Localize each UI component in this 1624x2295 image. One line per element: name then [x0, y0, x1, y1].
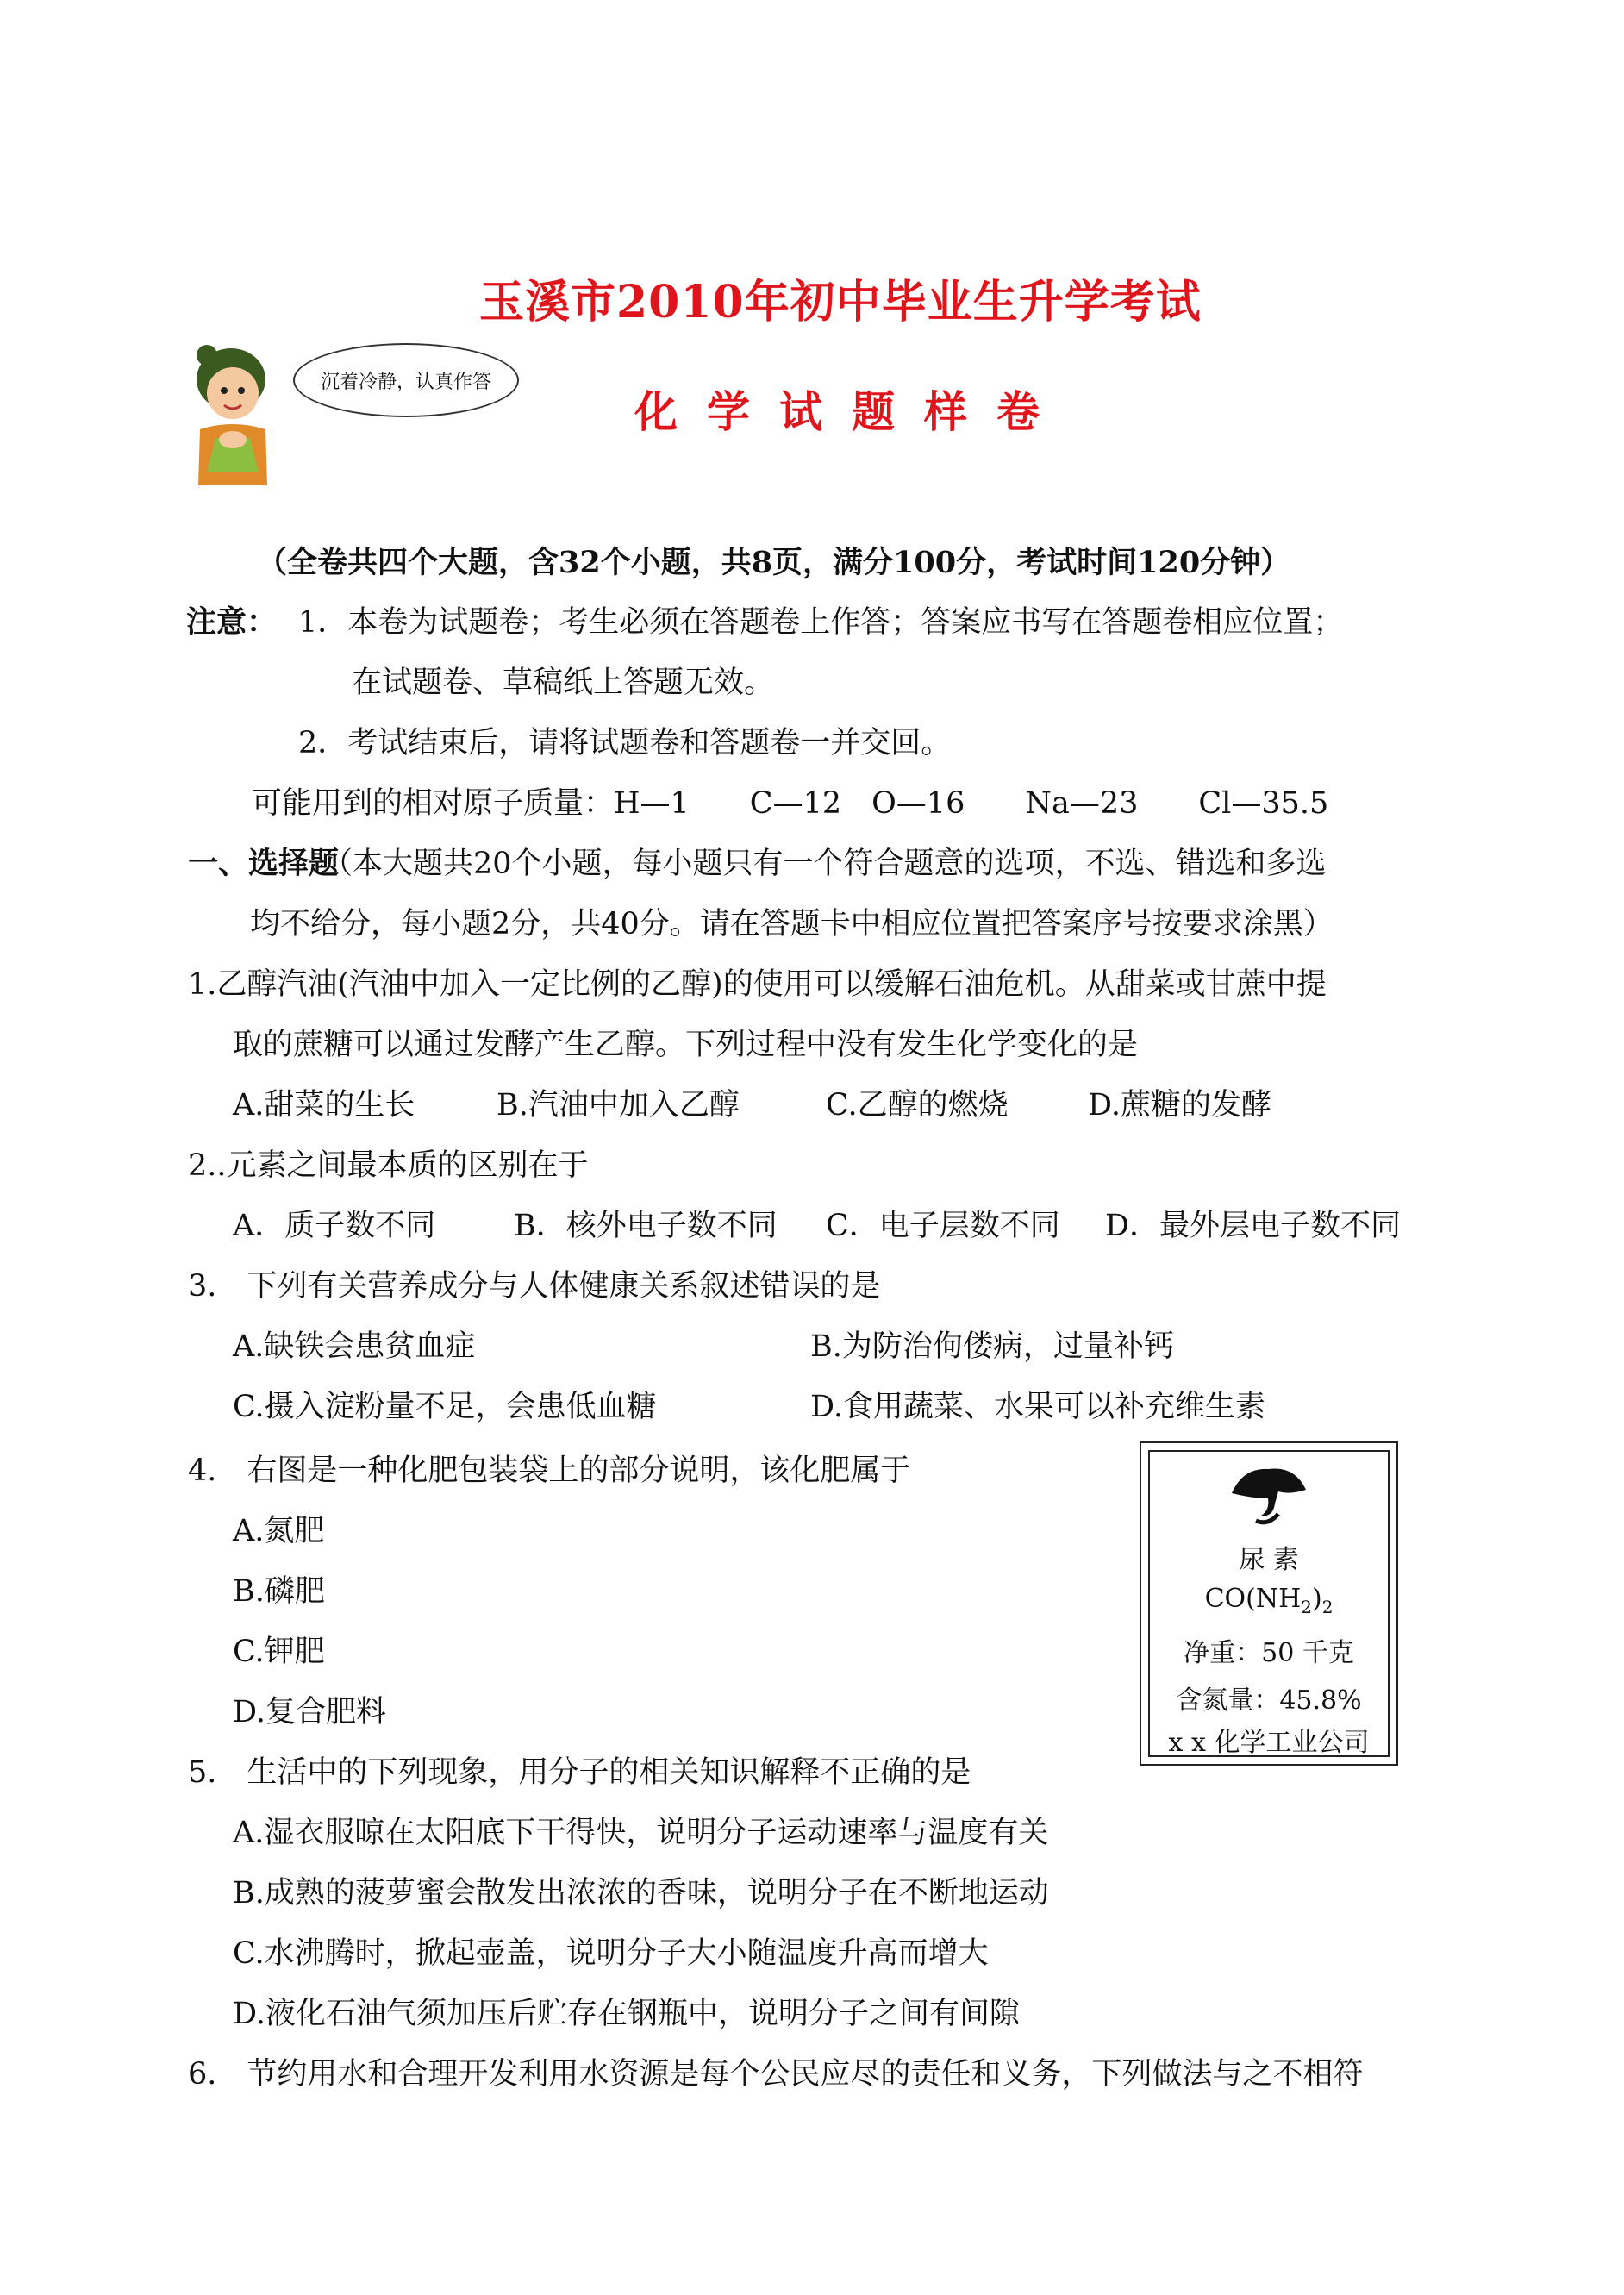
question-1-line-1: 1.乙醇汽油(汽油中加入一定比例的乙醇)的使用可以缓解石油危机。从甜菜或甘蔗中提: [188, 967, 1327, 1002]
section-1-desc-line-2: 均不给分，每小题2分，共40分。请在答题卡中相应位置把答案序号按要求涂黑）: [250, 907, 1334, 941]
urea-net-weight: 净重：50 千克: [1184, 1638, 1354, 1668]
question-5-option-d: D.液化石油气须加压后贮存在钢瓶中，说明分子之间有间隙: [233, 1997, 1020, 2031]
note-1-line-1: 1．本卷为试题卷；考生必须在答题卷上作答；答案应书写在答题卷相应位置；: [298, 605, 1344, 640]
question-3-option-a: A.缺铁会患贫血症: [233, 1329, 476, 1364]
exam-title: 玉溪市2010年初中毕业生升学考试: [479, 276, 1202, 328]
question-5-option-a: A.湿衣服晾在太阳底下干得快，说明分子运动速率与温度有关: [233, 1816, 1049, 1850]
urea-formula-main: CO(NH: [1204, 1584, 1302, 1614]
question-2-option-b: B．核外电子数不同: [514, 1209, 778, 1243]
section-1-desc-line-1: （本大题共20个小题，每小题只有一个符合题意的选项，不选、错选和多选: [322, 847, 1327, 881]
atomic-mass-list: 可能用到的相对原子质量：H—1 C—12 O—16 Na—23 Cl—35.5: [252, 786, 1329, 821]
urea-formula: [1150, 1584, 1388, 1617]
urea-name: 尿 素: [1239, 1545, 1299, 1575]
question-5: 5. 生活中的下列现象，用分子的相关知识解释不正确的是: [188, 1755, 971, 1790]
question-4-option-d: D.复合肥料: [233, 1695, 386, 1729]
question-2-option-d: D．最外层电子数不同: [1105, 1209, 1402, 1243]
question-2-option-c: C．电子层数不同: [826, 1209, 1060, 1243]
exam-summary: （全卷共四个大题，含32个小题，共8页，满分100分，考试时间120分钟）: [257, 545, 1291, 580]
question-5-option-c: C.水沸腾时，掀起壶盖，说明分子大小随温度升高而增大: [233, 1936, 989, 1971]
question-2-option-a: A．质子数不同: [233, 1209, 436, 1243]
exam-subtitle: 化学试题样卷: [634, 386, 1069, 437]
note-1-line-2: 在试题卷、草稿纸上答题无效。: [352, 666, 775, 700]
question-1-line-2: 取的蔗糖可以通过发酵产生乙醇。下列过程中没有发生化学变化的是: [233, 1028, 1139, 1062]
question-1-option-a: A.甜菜的生长: [233, 1088, 415, 1122]
urea-formula-sub-2: 2: [1321, 1597, 1334, 1617]
urea-label-inner-border: [1148, 1450, 1390, 1757]
note-label: 注意：: [186, 604, 278, 640]
question-3-option-d: D.食用蔬菜、水果可以补充维生素: [810, 1390, 1265, 1424]
urea-company: x x 化学工业公司: [1168, 1728, 1370, 1758]
question-1-option-b: B.汽油中加入乙醇: [497, 1088, 740, 1122]
question-5-option-b: B.成熟的菠萝蜜会散发出浓浓的香味，说明分子在不断地运动: [233, 1876, 1049, 1910]
question-3: 3. 下列有关营养成分与人体健康关系叙述错误的是: [188, 1269, 881, 1304]
urea-nitrogen-content: 含氮量：45.8%: [1176, 1685, 1362, 1716]
note-2: 2．考试结束后，请将试题卷和答题卷一并交回。: [298, 726, 952, 760]
section-1-heading: 一、选择题: [188, 846, 340, 881]
urea-formula-sub-1: 2: [1301, 1597, 1312, 1617]
question-6: 6. 节约用水和合理开发利用水资源是每个公民应尽的责任和义务，下列做法与之不相符: [188, 2057, 1364, 2092]
speech-bubble: [293, 343, 519, 417]
bubble-text: 沉着冷静，认真作答: [320, 371, 491, 393]
question-1-option-d: D.蔗糖的发酵: [1088, 1088, 1271, 1122]
question-4-option-c: C.钾肥: [233, 1635, 325, 1669]
question-4-option-b: B.磷肥: [233, 1574, 325, 1609]
question-3-option-b: B.为防治佝偻病，过量补钙: [810, 1329, 1174, 1364]
urea-formula-close: ): [1311, 1584, 1322, 1614]
urea-fertilizer-label: [1140, 1441, 1398, 1766]
question-3-option-c: C.摄入淀粉量不足，会患低血糖: [233, 1390, 657, 1424]
question-1-option-c: C.乙醇的燃烧: [826, 1088, 1009, 1122]
question-4-option-a: A.氮肥: [233, 1514, 325, 1548]
tree-logo-icon: [1150, 1460, 1388, 1538]
question-4: 4. 右图是一种化肥包装袋上的部分说明，该化肥属于: [188, 1454, 911, 1488]
cartoon-girl-illustration: [181, 343, 293, 485]
question-2: 2..元素之间最本质的区别在于: [188, 1148, 589, 1183]
